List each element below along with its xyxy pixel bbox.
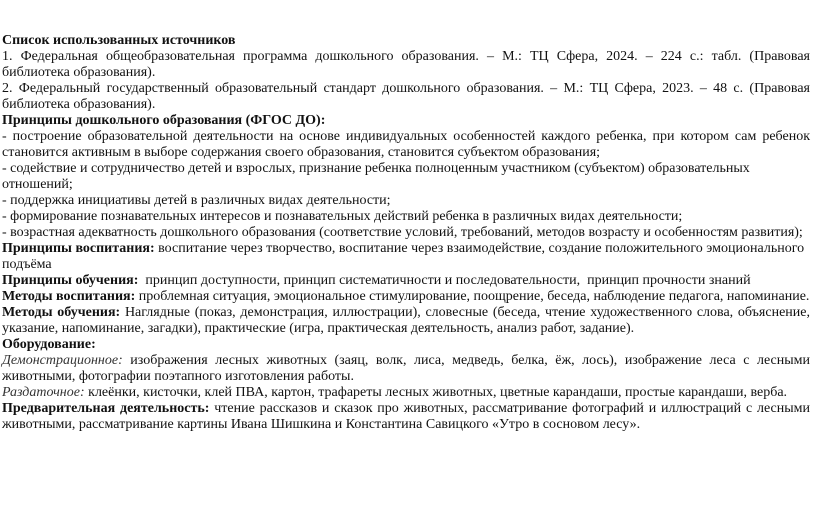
source-item-2: 2. Федеральный государственный образовательный стандарт дошкольного образования. – М.: ТЦ Сфера, 2023. – 48 с. (Правовая библиотека образования). (2, 81, 810, 112)
preliminary-text: чтение рассказов и сказок про животных, рассматривание фотографий и иллюстраций с лесными животными, рассматривание картины Ивана Шишкина и Константина Савицкого «Утро в сосновом лесу». (2, 401, 810, 432)
principle-do-item-4: - формирование познавательных интересов и познавательных действий ребенка в различных видах деятельности; (2, 209, 683, 224)
principle-do-item-3: - поддержка инициативы детей в различных видах деятельности; (2, 193, 391, 208)
equipment-demo-label: Демонстрационное: (2, 353, 123, 368)
principle-do-item-5: - возрастная адекватность дошкольного образования (соответствие условий, требований, методов возрасту и особенностям развития); (2, 225, 803, 240)
upbringing-principles-label: Принципы воспитания: (2, 241, 155, 256)
equipment-handout (2, 385, 810, 401)
document-content (2, 33, 810, 433)
principle-do-item-1: - построение образовательной деятельности на основе индивидуальных особенностей каждого ребенка, при котором сам ребенок становится активным в выборе содержания своего образования, становится субъектом образования; (2, 129, 810, 160)
learning-principles (2, 273, 810, 289)
equipment-handout-label: Раздаточное: (2, 385, 85, 400)
upbringing-methods-label: Методы воспитания: (2, 289, 136, 304)
learning-methods-text: Наглядные (показ, демонстрация, иллюстрации), словесные (беседа, чтение художественного слова, объяснение, указание, напоминание, загадки), практические (игра, практическая деятельность, анализ работ, задание). (2, 305, 810, 336)
upbringing-principles (2, 241, 810, 273)
learning-principles-text: принцип доступности, принцип систематичности и последовательности, принцип прочности знаний (138, 273, 751, 288)
source-item-1: 1. Федеральная общеобразовательная программа дошкольного образования. – М.: ТЦ Сфера, 2024. – 224 с.: табл. (Правовая библиотека образования). (2, 49, 810, 80)
upbringing-principles-text: воспитание через творчество, воспитание через взаимодействие, создание положительного эмоционального подъёма (2, 241, 805, 272)
learning-methods (2, 305, 810, 337)
preliminary-label: Предварительная деятельность: (2, 401, 210, 416)
principle-do-item-2: - содействие и сотрудничество детей и взрослых, признание ребенка полноценным участником (субъектом) образовательных отношений; (2, 161, 750, 192)
equipment-demo (2, 353, 810, 385)
principles-do-heading: Принципы дошкольного образования (ФГОС ДО): (2, 113, 326, 128)
equipment-heading: Оборудование: (2, 337, 96, 352)
upbringing-methods (2, 289, 810, 305)
equipment-demo-text: изображения лесных животных (заяц, волк, лиса, медведь, белка, ёж, лось), изображение леса с лесными животными, фотографии поэтапного изготовления работы. (2, 353, 810, 384)
learning-methods-label: Методы обучения: (2, 305, 121, 320)
equipment-handout-text: клеёнки, кисточки, клей ПВА, картон, трафареты лесных животных, цветные карандаши, простые карандаши, верба. (84, 385, 788, 400)
upbringing-methods-text: проблемная ситуация, эмоциональное стимулирование, поощрение, беседа, наблюдение педагога, напоминание. (135, 289, 810, 304)
learning-principles-label: Принципы обучения: (2, 273, 139, 288)
preliminary-activity (2, 401, 810, 433)
sources-heading: Список использованных источников (2, 33, 236, 48)
